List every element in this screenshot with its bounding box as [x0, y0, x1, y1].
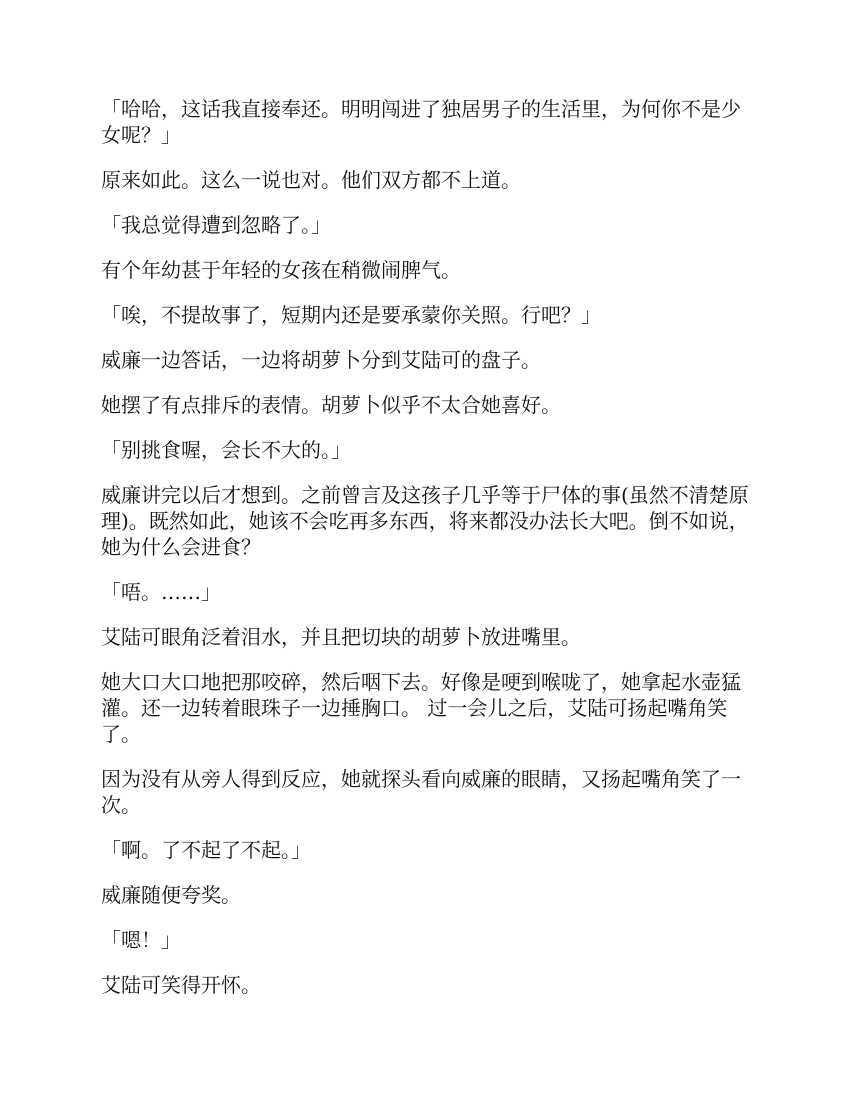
paragraph: 「唉，不提故事了，短期内还是要承蒙你关照。行吧？」 [101, 303, 601, 327]
paragraph: 「唔。……」 [101, 580, 221, 604]
paragraph: 有个年幼甚于年轻的女孩在稍微闹脾气。 [101, 258, 461, 282]
paragraph: 艾陆可笑得开怀。 [101, 973, 261, 997]
paragraph: 「哈哈，这话我直接奉还。明明闯进了独居男子的生活里，为何你不是少女呢？」 [101, 97, 741, 147]
paragraph: 原来如此。这么一说也对。他们双方都不上道。 [101, 168, 521, 192]
paragraph: 因为没有从旁人得到反应，她就探头看向威廉的眼睛，又扬起嘴角笑了一次。 [101, 767, 741, 817]
paragraph: 艾陆可眼角泛着泪水，并且把切块的胡萝卜放进嘴里。 [101, 625, 581, 649]
paragraph: 她大口大口地把那咬碎，然后咽下去。好像是哽到喉咙了，她拿起水壶猛灌。还一边转着眼珠子一边捶胸口。 过一会儿之后，艾陆可扬起嘴角笑了。 [101, 670, 741, 746]
paragraph: 「啊。了不起了不起。」 [101, 838, 311, 862]
document-page [101, 96, 751, 1017]
paragraph: 「别挑食喔，会长不大的。」 [101, 438, 351, 462]
paragraph: 她摆了有点排斥的表情。胡萝卜似乎不太合她喜好。 [101, 393, 561, 417]
paragraph: 「我总觉得遭到忽略了。」 [101, 213, 331, 237]
paragraph: 威廉随便夸奖。 [101, 883, 241, 907]
paragraph: 「嗯！」 [101, 928, 181, 952]
paragraph: 威廉讲完以后才想到。之前曾言及这孩子几乎等于尸体的事(虽然不清楚原理)。既然如此，她该不会吃再多东西，将来都没办法长大吧。倒不如说，她为什么会进食？ [101, 483, 749, 559]
paragraph: 威廉一边答话，一边将胡萝卜分到艾陆可的盘子。 [101, 348, 541, 372]
